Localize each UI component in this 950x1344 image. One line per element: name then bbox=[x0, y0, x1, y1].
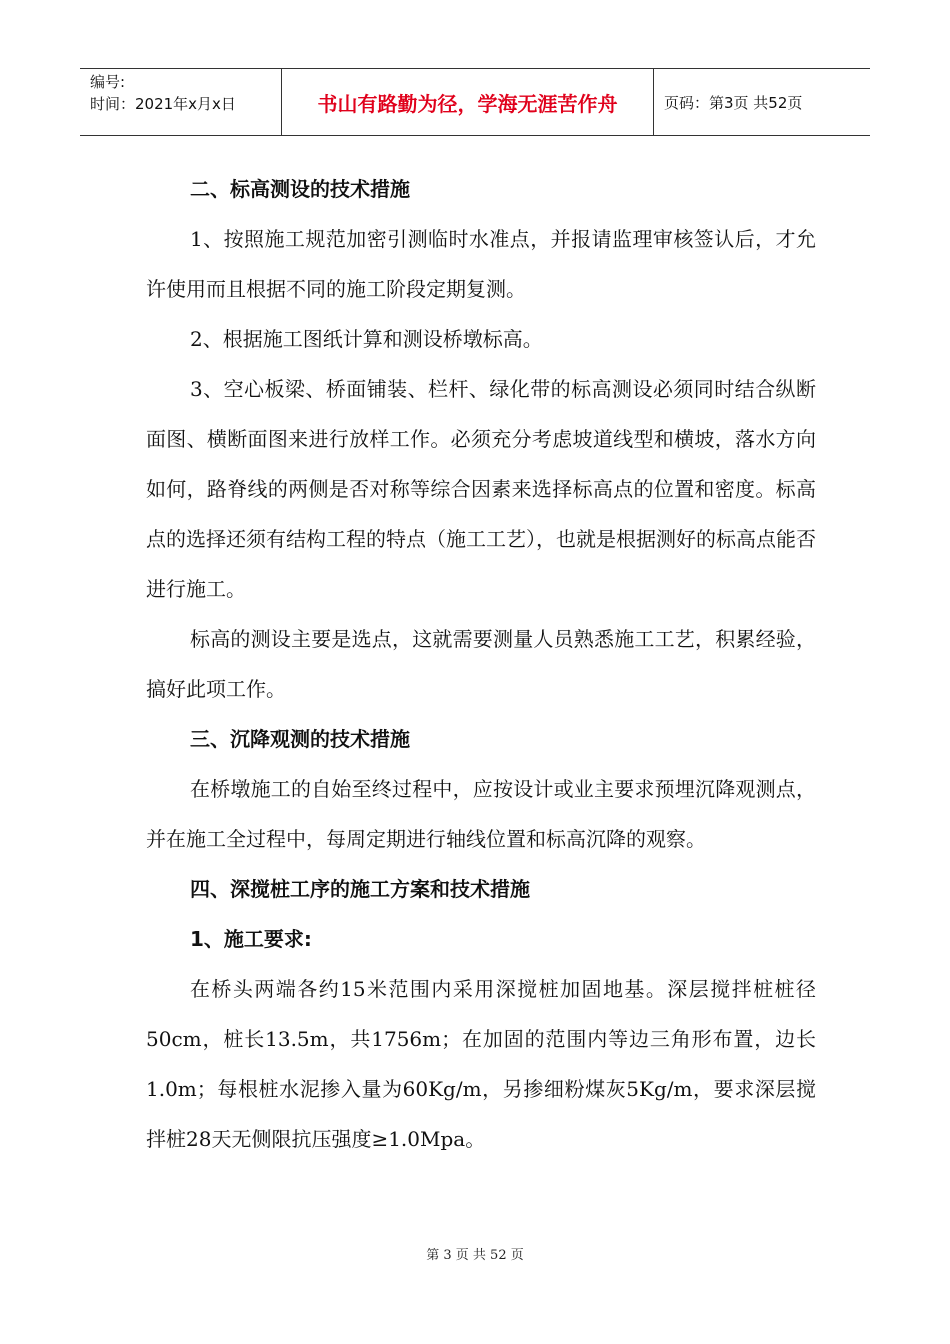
subsection-heading: 1、施工要求: bbox=[190, 927, 312, 951]
document-number-label: 编号: bbox=[90, 73, 126, 91]
paragraph: 3、空心板梁、桥面铺装、栏杆、绿化带的标高测设必须同时结合纵断面图、横断面图来进行放样工作。必须充分考虑坡道线型和横坡，落水方向如何，路脊线的两侧是否对称等综合因素来选择标高点的位置和密度。标高点的选择还须有结构工程的特点（施工工艺），也就是根据测好的标高点能否进行施工。 bbox=[146, 377, 816, 601]
header-page-info: 页码：第3页 共52页 bbox=[664, 93, 803, 112]
page-footer: 第 3 页 共 52 页 bbox=[426, 1248, 524, 1263]
header-meta bbox=[80, 69, 282, 135]
section-heading: 四、深搅桩工序的施工方案和技术措施 bbox=[190, 877, 530, 901]
section-heading: 二、标高测设的技术措施 bbox=[190, 177, 410, 201]
paragraph: 在桥墩施工的自始至终过程中，应按设计或业主要求预埋沉降观测点，并在施工全过程中，每周定期进行轴线位置和标高沉降的观察。 bbox=[146, 777, 816, 851]
paragraph: 1、按照施工规范加密引测临时水准点，并报请监理审核签认后，才允许使用而且根据不同的施工阶段定期复测。 bbox=[146, 227, 816, 301]
page-header bbox=[80, 68, 870, 136]
document-body bbox=[146, 164, 816, 1164]
document-date: 时间：2021年x月x日 bbox=[90, 95, 236, 113]
header-motto: 书山有路勤为径，学海无涯苦作舟 bbox=[282, 69, 654, 135]
section-heading: 三、沉降观测的技术措施 bbox=[190, 727, 410, 751]
paragraph: 2、根据施工图纸计算和测设桥墩标高。 bbox=[190, 327, 543, 351]
paragraph: 标高的测设主要是选点，这就需要测量人员熟悉施工工艺，积累经验，搞好此项工作。 bbox=[146, 627, 816, 701]
paragraph: 在桥头两端各约15米范围内采用深搅桩加固地基。深层搅拌桩桩径50cm，桩长13.5m，共1756m；在加固的范围内等边三角形布置，边长1.0m；每根桩水泥掺入量为60Kg/m，另掺细粉煤灰5Kg/m，要求深层搅拌桩28天无侧限抗压强度≥1.0Mpa。 bbox=[146, 977, 816, 1151]
